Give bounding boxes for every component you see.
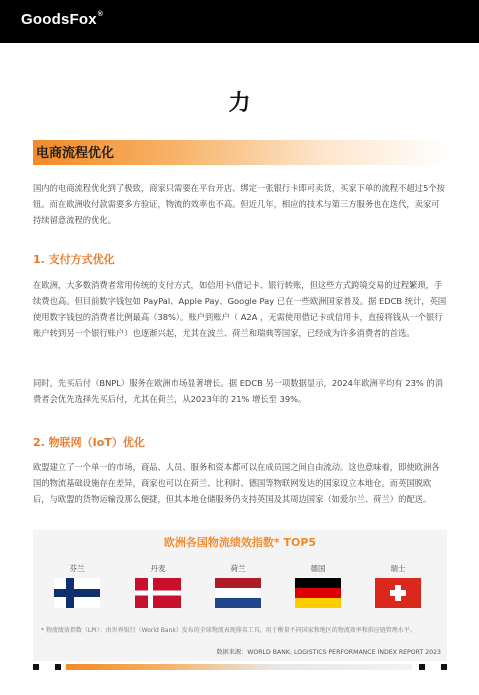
lpi-panel <box>33 530 447 661</box>
footer-square-right-1 <box>419 664 425 670</box>
page-title: 力 <box>228 91 251 116</box>
country-label-netherlands: 荷兰 <box>230 564 246 573</box>
footer-square-right-2 <box>441 664 447 670</box>
netherlands-flag-icon <box>215 578 261 608</box>
germany-flag-icon <box>295 578 341 608</box>
footer-square-left-1 <box>33 664 39 670</box>
payment-paragraph-2: 同时，先买后付（BNPL）服务在欧洲市场显著增长。据 EDCB 另一项数据显示，2024年欧洲平均有 23% 的消费者会优先选择先买后付，尤其在荷兰，从2023年的 21% 增长至 39%。 <box>33 378 444 404</box>
finland-flag-icon <box>54 578 100 608</box>
denmark-flag-icon <box>135 578 181 608</box>
subsection-title-payment: 1. 支付方式优化 <box>33 253 115 266</box>
iot-paragraph: 欧盟建立了一个单一的市场，商品、人员、服务和资本都可以在成员国之间自由流动。这也意味着，即使欧洲各国的物流基础设施存在差异，商家也可以在荷兰、比利时、德国等物联网发达的国家设立本地仓。而英国脱欧后，与欧盟的货物运输没那么便捷，但其本地仓储服务仍支持英国及其周边国家（如爱尔兰、荷兰）的配送。 <box>33 462 440 504</box>
footer-square-left-2 <box>55 664 61 670</box>
section-title: 电商流程优化 <box>36 146 115 161</box>
country-label-finland: 芬兰 <box>69 564 85 573</box>
logo-mark: ® <box>97 11 104 18</box>
country-label-germany: 德国 <box>310 564 326 573</box>
goodsfox-logo[interactable] <box>21 11 103 28</box>
country-label-switzerland: 瑞士 <box>390 564 406 573</box>
subsection-title-iot: 2. 物联网（IoT）优化 <box>33 436 145 449</box>
lpi-footnote: * 物流绩效指数（LPI）：由世界银行（World Bank）发布的全球物流表现排名工具，用于衡量不同国家和地区的物流效率和供应链管理水平。 <box>41 627 416 634</box>
switzerland-flag-icon <box>375 578 421 608</box>
payment-paragraph-1: 在欧洲，大多数消费者常用传统的支付方式，如信用卡\借记卡、银行转账，但这些方式跨境交易的过程繁琐，手续费也高。但目前数字钱包如 PayPal、Apple Pay、Google Pay 已在一些欧洲国家普及。据 EDCB 统计，英国使用数字钱包的消费者比例最高（38%）。账户到账户（ A2A ，无需使用借记卡或信用卡，直接将钱从一个银行账户转到另一个银行账户）也逐渐兴起，尤其在波兰、荷兰和瑞典等国家，已经成为许多消费者的首选。 <box>33 280 447 338</box>
country-label-denmark: 丹麦 <box>150 564 166 573</box>
logo-text: GoodsFox <box>21 11 97 28</box>
intro-paragraph: 国内的电商流程优化到了极致，商家只需要在平台开店、绑定一张银行卡即可卖货，买家下单的流程不超过5个按钮。而在欧洲收付款需要多方验证，物流的效率也不高。但近几年，相应的技术与第三方服务也在迭代，卖家可持续留意流程的优化。 <box>33 183 445 225</box>
footer-gradient-bar <box>66 664 412 670</box>
top-bar <box>0 0 479 43</box>
data-source: 数据来源：WORLD BANK: LOGISTICS PERFORMANCE INDEX REPORT 2023 <box>216 649 441 656</box>
lpi-panel-title: 欧洲各国物流绩效指数* TOP5 <box>163 536 317 549</box>
